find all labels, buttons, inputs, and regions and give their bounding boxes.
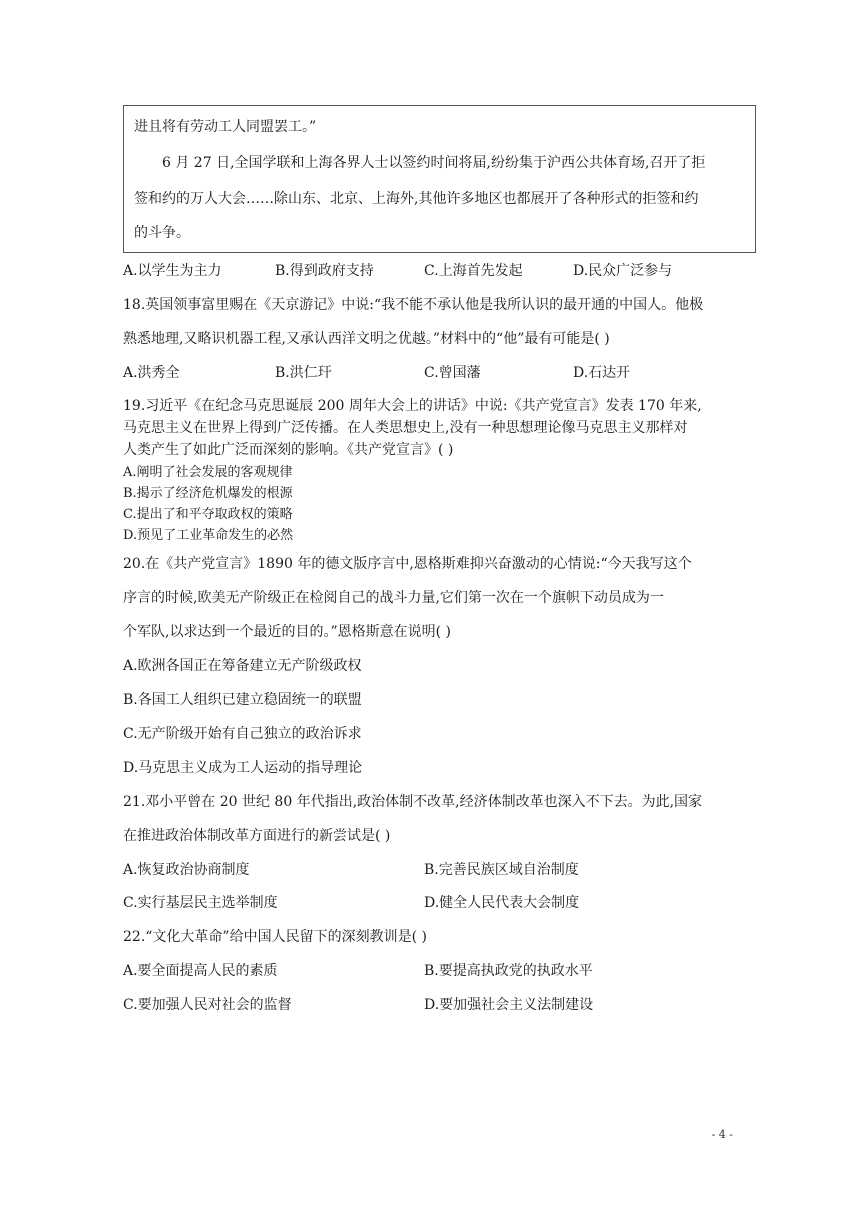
q21-option-a: A.恢复政治协商制度 <box>123 862 250 878</box>
q18-option-b: B.洪仁玕 <box>275 365 332 381</box>
q19-stem-line: 人类产生了如此广泛而深刻的影响。《共产党宣言》( ) <box>123 442 454 458</box>
q18-option-a: A.洪秀全 <box>123 365 180 381</box>
q21-stem-line: 在推进政治体制改革方面进行的新尝试是( ) <box>123 828 391 844</box>
q17-option-b: B.得到政府支持 <box>275 263 374 279</box>
q22-option-a: A.要全面提高人民的素质 <box>123 963 278 979</box>
q19-stem-line: 19.习近平《在纪念马克思诞辰 200 周年大会上的讲话》中说:《共产党宣言》发表 170 年来, <box>123 398 702 414</box>
material-line: 6 月 27 日,全国学联和上海各界人士以签约时间将届,纷纷集于沪西公共体育场,召开了拒 <box>162 155 706 171</box>
q21-option-c: C.实行基层民主选举制度 <box>123 895 278 911</box>
q20-stem-line: 20.在《共产党宣言》1890 年的德文版序言中,恩格斯难抑兴奋激动的心情说:“今天我写这个 <box>123 556 692 572</box>
q19-option-c: C.提出了和平夺取政权的策略 <box>123 507 293 522</box>
q19-option-d: D.预见了工业革命发生的必然 <box>123 528 294 543</box>
q18-option-d: D.石达开 <box>573 365 631 381</box>
q20-stem-line: 序言的时候,欧美无产阶级正在检阅自己的战斗力量,它们第一次在一个旗帜下动员成为一 <box>123 590 664 606</box>
q18-option-c: C.曾国藩 <box>424 365 481 381</box>
q17-option-a: A.以学生为主力 <box>123 263 222 279</box>
page-number: - 4 - <box>711 1128 733 1141</box>
q17-option-c: C.上海首先发起 <box>424 263 523 279</box>
material-line: 签和约的万人大会……除山东、北京、上海外,其他许多地区也都展开了各种形式的拒签和约 <box>134 191 699 207</box>
q22-option-d: D.要加强社会主义法制建设 <box>424 997 594 1013</box>
q20-option-d: D.马克思主义成为工人运动的指导理论 <box>123 760 363 776</box>
q19-stem-line: 马克思主义在世界上得到广泛传播。在人类思想史上,没有一种思想理论像马克思主义那样对 <box>123 420 688 436</box>
q21-option-b: B.完善民族区域自治制度 <box>424 862 579 878</box>
material-line: 进且将有劳动工人同盟罢工。” <box>134 119 317 135</box>
q22-option-b: B.要提高执政党的执政水平 <box>424 963 593 979</box>
material-box <box>123 105 756 253</box>
q20-option-a: A.欧洲各国正在筹备建立无产阶级政权 <box>123 658 362 674</box>
q19-option-b: B.揭示了经济危机爆发的根源 <box>123 486 293 501</box>
q22-stem-line: 22.“文化大革命”给中国人民留下的深刻教训是( ) <box>123 929 427 945</box>
q21-stem-line: 21.邓小平曾在 20 世纪 80 年代指出,政治体制不改革,经济体制改革也深入不下去。为此,国家 <box>123 794 703 810</box>
q17-option-d: D.民众广泛参与 <box>573 263 673 279</box>
q22-option-c: C.要加强人民对社会的监督 <box>123 997 292 1013</box>
q20-option-b: B.各国工人组织已建立稳固统一的联盟 <box>123 692 362 708</box>
q21-option-d: D.健全人民代表大会制度 <box>424 895 580 911</box>
material-line: 的斗争。 <box>134 225 190 241</box>
q20-stem-line: 个军队,以求达到一个最近的目的。”恩格斯意在说明( ) <box>123 624 451 640</box>
q19-option-a: A.阐明了社会发展的客观规律 <box>123 465 293 480</box>
q18-stem-line: 18.英国领事富里赐在《天京游记》中说:“我不能不承认他是我所认识的最开通的中国人。他极 <box>123 297 704 313</box>
q18-stem-line: 熟悉地理,又略识机器工程,又承认西洋文明之优越。”材料中的“他”最有可能是( ) <box>123 331 610 347</box>
q20-option-c: C.无产阶级开始有自己独立的政治诉求 <box>123 726 362 742</box>
